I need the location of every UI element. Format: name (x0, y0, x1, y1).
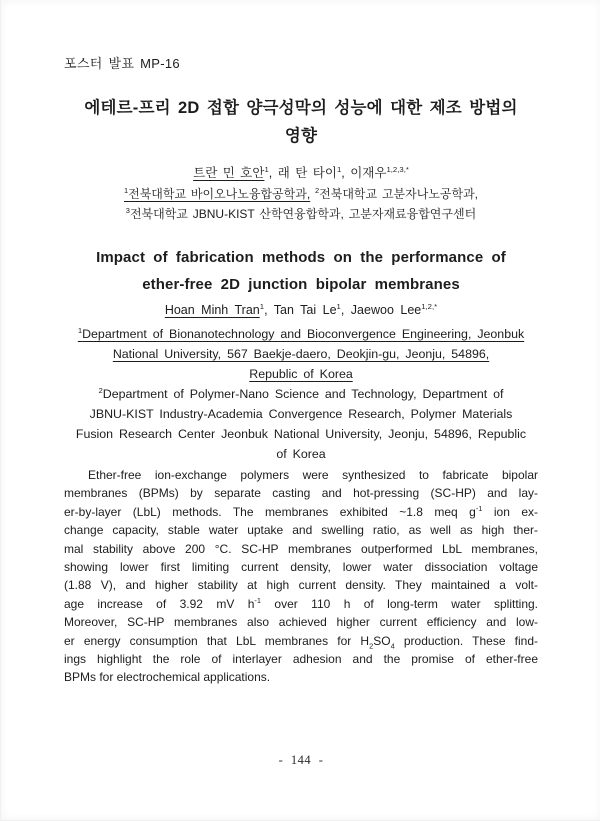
korean-title-line: 에테르-프리 2D 접합 양극성막의 성능에 대한 제조 방법의 (84, 99, 518, 117)
english-affiliation-line: $^2$Department of Polymer-Nano Science and Technology, Department of (98, 385, 504, 401)
abstract-line: membranes (BPMs) by separate casting and hot-pressing (SC-HP) and lay- (64, 486, 538, 501)
english-authors: Hoan Minh Tran$^1$, Tan Tai Le$^1$, Jaewoo Lee$^{1,2,*}$ (164, 301, 438, 317)
english-affiliation-line: $^1$Department of Bionanotechnology and Bioconvergence Engineering, Jeonbuk (77, 325, 525, 341)
korean-title-line: 영향 (284, 127, 318, 145)
abstract-line: ings highlight the role of interlayer adhesion and the promise of ether-free (64, 652, 538, 667)
english-title-line: Impact of fabrication methods on the performance of (96, 249, 506, 266)
abstract-line: mal stability above 200 °C. SC-HP membranes outperformed LbL membranes, (64, 541, 538, 556)
english-affiliation-line: of Korea (276, 447, 326, 461)
english-affiliation-line: National University, 567 Baekje-daero, Deokjin-gu, Jeonju, 54896, (112, 347, 490, 361)
korean-affiliation-line: $^1$전북대학교 바이오나노융합공학과, $^2$전북대학교 고분자나노공학과, (123, 186, 479, 201)
korean-title (64, 94, 538, 150)
abstract-line: (1.88 V), and higher stability at high current density. They maintained a volt- (64, 578, 538, 593)
abstract-paragraph (64, 466, 538, 687)
korean-authors: 트란 민 호안$^1$, 래 탄 타이$^1$, 이재우$^{1,2,3,*}$ (193, 164, 409, 180)
korean-affiliation-line: $^3$전북대학교 JBNU-KIST 산학연융합학과, 고분자재료융합연구센터 (125, 206, 477, 221)
english-affiliation-line: JBNU-KIST Industry-Academia Convergence Research, Polymer Materials (89, 407, 513, 421)
abstract-line: Ether-free ion-exchange polymers were synthesized to fabricate bipolar (88, 468, 538, 482)
page-number: - 144 - (278, 753, 324, 767)
english-title (64, 244, 538, 298)
abstract-line: BPMs for electrochemical applications. (64, 670, 271, 685)
abstract-line: showing lower first limiting current density, lower water dissociation voltage (64, 560, 538, 575)
abstract-line: change capacity, stable water uptake and swelling ratio, as well as high ther- (64, 523, 538, 538)
abstract-line: age increase of 3.92 mV $h^{-1}$ over 110 h of long-term water splitting. (64, 595, 539, 611)
english-affiliations (64, 324, 538, 464)
abstract-line: er energy consumption that LbL membranes for $H_2SO_4$ production. These find- (64, 633, 539, 651)
page-content (64, 0, 538, 820)
english-affiliation-line: Republic of Korea (249, 367, 353, 381)
abstract-line: er-by-layer (LbL) methods. The membranes exhibited ~1.8 meq $g^{-1}$ ion ex- (64, 503, 539, 519)
abstract-line: Moreover, SC-HP membranes also achieved higher current efficiency and low- (64, 615, 538, 630)
english-affiliation-line: Fusion Research Center Jeonbuk National University, Jeonju, 54896, Republic (75, 427, 527, 441)
korean-affiliations (64, 184, 538, 224)
poster-session-label: 포스터 발표 MP-16 (64, 56, 180, 71)
english-title-line: ether-free 2D junction bipolar membranes (142, 276, 460, 293)
